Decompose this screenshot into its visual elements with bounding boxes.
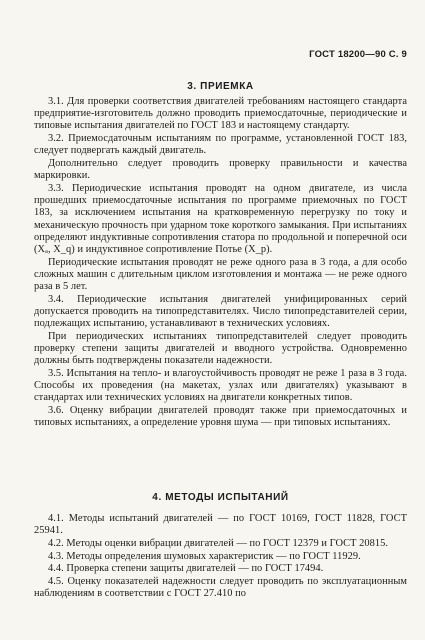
section-4-body xyxy=(34,513,407,601)
paragraph-3-4: 3.4. Периодические испытания двигателей унифицированных серий допускается проводить на типопредставителях. Число типопредставителей серии, подлежащих испытанию, устанавливают в технических условиях. xyxy=(34,293,407,330)
paragraph-3-2: 3.2. Приемосдаточным испытаниям по программе, установленной ГОСТ 183, следует подвергать каждый двигатель. xyxy=(34,133,407,157)
paragraph-3-6: 3.6. Оценку вибрации двигателей проводят также при приемосдаточных и типовых испытаниях, а определение уровня шума — при типовых испытаниях. xyxy=(34,405,407,429)
section-3-heading: 3. ПРИЕМКА xyxy=(187,81,254,92)
section-4-heading: 4. МЕТОДЫ ИСПЫТАНИЙ xyxy=(152,492,289,503)
paragraph-4-3: 4.3. Методы определения шумовых характеристик — по ГОСТ 11929. xyxy=(48,550,361,562)
paragraph-3-5: 3.5. Испытания на тепло- и влагоустойчивость проводят не реже 1 раза в 3 года. Способы их проведения (на макетах, узлах или двигателях) указывают в стандартах или технических условиях на двигатели конкретных типов. xyxy=(34,367,407,404)
paragraph-3-3-extra: Периодические испытания проводят не реже одного раза в 3 года, а для особо сложных машин с длительным циклом изготовления и монтажа — не реже одного раза в 5 лет. xyxy=(34,256,407,293)
paragraph-3-3: 3.3. Периодические испытания проводят на одном двигателе, из числа прошедших приемосдаточные испытания по программе приемочных по ГОСТ 183, за исключением испытания на кратковременную перегрузку по току и механическую прочность при ударном токе короткого замыкания. При испытаниях определяют индуктивные сопротивления статора по продольной и поперечной оси (Xₐ, X_q) и индуктивное сопротивление Потье (X_p). xyxy=(34,182,407,255)
paragraph-4-2: 4.2. Методы оценки вибрации двигателей — по ГОСТ 12379 и ГОСТ 20815. xyxy=(48,537,389,549)
paragraph-3-4-extra: При периодических испытаниях типопредставителей следует проводить проверку степени защиты двигателей и вводного устройства. Одновременно должны быть подтверждены показатели надежности. xyxy=(34,330,407,367)
paragraph-4-4: 4.4. Проверка степени защиты двигателей — по ГОСТ 17494. xyxy=(48,563,324,575)
paragraph-4-5: 4.5. Оценку показателей надежности следует проводить по эксплуатационным наблюдениям в соответствии с ГОСТ 27.410 по xyxy=(34,576,407,600)
paragraph-3-1: 3.1. Для проверки соответствия двигателей требованиям настоящего стандарта предприятие-изготовитель должно проводить приемосдаточные, периодические и типовые испытания двигателей по ГОСТ 183 и настоящему стандарту. xyxy=(34,96,407,132)
section-3-body xyxy=(34,96,407,430)
paragraph-4-1: 4.1. Методы испытаний двигателей — по ГОСТ 10169, ГОСТ 11828, ГОСТ 25941. xyxy=(34,513,407,537)
paragraph-3-2-extra: Дополнительно следует проводить проверку правильности и качества маркировки. xyxy=(34,158,407,182)
running-head: ГОСТ 18200—90 С. 9 xyxy=(309,49,407,60)
